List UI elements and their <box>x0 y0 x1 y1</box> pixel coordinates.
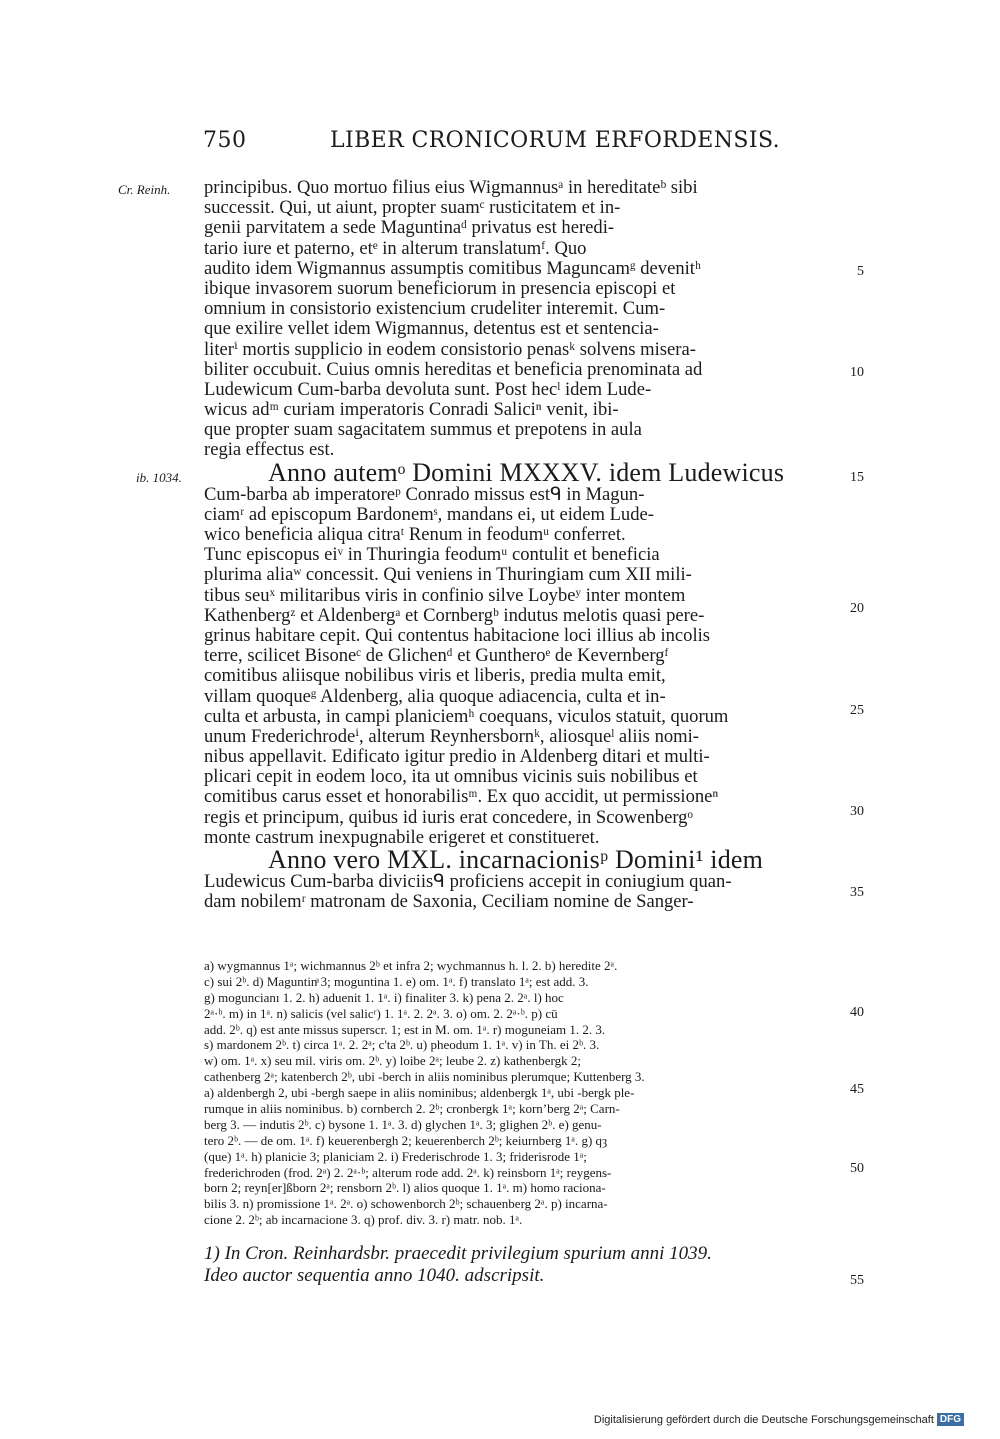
year-heading-line: Anno autemᵒ Domini MXXXV. idem Ludewicus <box>268 457 785 487</box>
text-line: Tunc episcopus eiᵛ in Thuringia feodumᵘ contulit et beneficia <box>204 544 660 566</box>
credit-text: Digitalisierung gefördert durch die Deutsche Forschungsgemeinschaft <box>593 1413 934 1426</box>
line-number: 10 <box>850 365 864 380</box>
line-number: 5 <box>857 264 864 279</box>
note-line: 1) In Cron. Reinhardsbr. praecedit privilegium spurium anni 1039. <box>204 1243 712 1264</box>
text-line: audito idem Wigmannus assumptis comitibus Maguncamᵍ devenitʰ <box>204 257 701 279</box>
text-line: plurima aliaʷ concessit. Qui veniens in Thuringiam cum XII mili- <box>204 564 692 586</box>
footnote-line: a) wygmannus 1ᵃ; wichmannus 2ᵇ et infra 2; wychmannus h. l. 2. b) heredite 2ᵃ. <box>204 958 618 973</box>
footnote-line: g) moguncianı 1. 2. h) aduenit 1. 1ᵃ. i) finaliter 3. k) pena 2. 2ᵃ. l) hoc <box>204 989 564 1005</box>
footnote-line: rumque in aliis nominibus. b) cornberch 2. 2ᵇ; cronbergk 1ᵃ; kornʼberg 2ᵃ; Carn- <box>204 1101 620 1117</box>
text-line: unum Frederichrodeⁱ, alterum Reynhersbornᵏ, aliosqueˡ aliis nomi- <box>204 725 699 747</box>
text-line: tario iure et paterno, etᵉ in alterum translatumᶠ. Quo <box>204 237 587 259</box>
running-title: LIBER CRONICORUM ERFORDENSIS. <box>330 128 781 153</box>
text-line: tibus seuˣ militaribus viris in confinio silve Loybeʸ inter montem <box>204 584 686 606</box>
line-number: 40 <box>850 1005 864 1020</box>
footnote-line: berg 3. — indutis 2ᵇ. c) bysone 1. 1ᵃ. 3. d) glychen 1ᵃ. 3; glighen 2ᵇ. e) genu- <box>204 1116 602 1132</box>
text-line: plicari cepit in eodem loco, ita ut omnibus vicinis suis nobilibus et <box>204 766 698 788</box>
apparatus-footnotes <box>204 958 848 1228</box>
main-text <box>204 178 848 912</box>
text-line: comitibus aliisque nobilibus viris et liberis, predia multa emit, <box>204 665 666 687</box>
text-line: grinus habitare cepit. Qui contentus habitacione loci illius ab incolis <box>204 624 711 646</box>
text-line: comitibus carus esset et honorabilisᵐ. Ex quo accidit, ut permissioneⁿ <box>204 786 719 808</box>
footnote-line: 2ᵃ·ᵇ. m) in 1ᵃ. n) salicis (vel salicʳ) 1. 1ᵃ. 2. 2ᵃ. 3. o) om. 2. 2ᵃ·ᵇ. p) cū <box>204 1005 558 1021</box>
text-line: regia effectus est. <box>204 439 335 461</box>
line-number: 20 <box>850 601 864 616</box>
footnote-line: add. 2ᵇ. q) est ante missus superscr. 1; est in M. om. 1ᵃ. r) moguneiam 1. 2. 3. <box>204 1021 606 1037</box>
text-line: villam quoqueᵍ Aldenberg, alia quoque adiacencia, culta et in- <box>204 685 666 707</box>
line-number: 55 <box>850 1273 864 1288</box>
text-line: Ludewicus Cum-barba diviciisᑫ proficiens accepit in coniugium quan- <box>204 871 732 892</box>
text-line: monte castrum inexpugnabile erigeret et constitueret. <box>204 826 600 848</box>
footnote-line: cathenberg 2ᵃ; katenberch 2ᵇ, ubi -berch in aliis nominibus plerumque; Kuttenberg 3. <box>204 1069 645 1085</box>
text-line: literⁱ mortis supplicio in eodem consistorio penasᵏ solvens misera- <box>204 338 696 360</box>
footnote-line: born 2; reyn[er]ßborn 2ᵃ; rensborn 2ᵇ. l) alios quoque 1. 1ᵃ. m) homo raciona- <box>204 1180 606 1196</box>
text-line: ciamʳ ad episcopum Bardonemˢ, mandans ei, ut eidem Lude- <box>204 503 654 525</box>
editorial-note <box>204 1243 864 1287</box>
text-line: ibique invasorem suorum beneficiorum in presencia episcopi et <box>204 277 676 299</box>
page-number: 750 <box>203 128 247 153</box>
footnote-line: w) om. 1ᵃ. x) seu mil. viris om. 2ᵇ. y) loibe 2ᵃ; leube 2. z) kathenbergk 2; <box>204 1053 581 1069</box>
digitization-credit <box>594 1413 964 1426</box>
footnote-line: bilis 3. n) promissione 1ᵃ. 2ᵃ. o) schowenborch 2ᵇ; schauenberg 2ᵃ. p) incarna- <box>204 1196 608 1212</box>
text-line: Kathenbergᶻ et Aldenbergᵃ et Cornbergᵇ indutus melotis quasi pere- <box>204 604 705 626</box>
footnote-line: frederichroden (frod. 2ᵃ) 2. 2ᵃ·ᵇ; alterum rode add. 2ᵃ. k) reinsborn 1ᵃ; reygens- <box>204 1164 612 1180</box>
text-line: omnium in consistorio existencium crudeliter interemit. Cum- <box>204 298 666 320</box>
text-line: successit. Qui, ut aiunt, propter suamᶜ rusticitatem et in- <box>204 197 621 219</box>
text-line: biliter occubuit. Cuius omnis hereditas et beneficia prenominata ad <box>204 358 703 380</box>
text-line: principibus. Quo mortuo filius eius Wigmannusᵃ in hereditateᵇ sibi <box>204 177 698 198</box>
footnote-line: s) mardonem 2ᵇ. t) circa 1ᵃ. 2. 2ᵃ; c'ta 2ᵇ. u) pheodum 1. 1ᵃ. v) in Th. ei 2ᵇ. 3. <box>204 1037 600 1053</box>
text-line: culta et arbusta, in campi planiciemʰ coequans, viculos statuit, quorum <box>204 705 729 727</box>
line-number: 15 <box>850 470 864 485</box>
text-line: nibus appellavit. Edificato igitur predio in Aldenberg ditari et multi- <box>204 746 710 768</box>
line-number: 30 <box>850 804 864 819</box>
text-line: que propter suam sagacitatem summus et prepotens in aula <box>204 419 642 441</box>
margin-year-note: ib. 1034. <box>136 470 182 485</box>
line-number: 25 <box>850 703 864 718</box>
dfg-logo: DFG <box>937 1413 964 1426</box>
text-line: wico beneficia aliqua citraᵗ Renum in feodumᵘ conferret. <box>204 524 626 545</box>
text-line: genii parvitatem a sede Maguntinaᵈ privatus est heredi- <box>204 217 615 239</box>
text-line: wicus adᵐ curiam imperatoris Conradi Saliciⁿ venit, ibi- <box>204 399 619 421</box>
text-line: terre, scilicet Bisoneᶜ de Glichenᵈ et Guntheroᵉ de Kevernbergᶠ <box>204 645 669 667</box>
note-line: Ideo auctor sequentia anno 1040. adscripsit. <box>204 1265 545 1286</box>
footnote-line: c) sui 2ᵇ. d) Maguntinͣ 3; moguntina 1. e) om. 1ᵃ. f) translato 1ᵃ; est add. 3. <box>204 973 589 989</box>
text-line: regis et principum, quibus id iuris erat concedere, in Scowenbergᵒ <box>204 806 693 828</box>
footnote-line: (que) 1ᵃ. h) planicie 3; planiciam 2. i) Frederischrode 1. 3; friderisrode 1ᵃ; <box>204 1148 587 1164</box>
text-line: Cum-barba ab imperatoreᵖ Conrado missus estᑫ in Magun- <box>204 483 645 505</box>
line-number: 35 <box>850 885 864 900</box>
text-line: dam nobilemʳ matronam de Saxonia, Ceciliam nomine de Sanger- <box>204 891 694 913</box>
line-number: 50 <box>850 1161 864 1176</box>
year-heading-line: Anno vero MXL. incarnacionisᵖ Domini¹ idem <box>268 845 764 874</box>
footnote-line: tero 2ᵇ. — de om. 1ᵃ. f) keuerenbergh 2; keuerenberch 2ᵇ; keiurnberg 1ᵃ. g) qȝ <box>204 1132 608 1148</box>
footnote-line: cione 2. 2ᵇ; ab incarnacione 3. q) prof. div. 3. r) matr. nob. 1ᵃ. <box>204 1212 523 1228</box>
footnote-line: a) aldenbergh 2, ubi -bergh saepe in aliis nominibus; aldenbergk 1ᵃ, ubi -bergk ple- <box>204 1085 635 1101</box>
text-line: que exilire vellet idem Wigmannus, detentus est et sentencia- <box>204 318 659 340</box>
text-line: Ludewicum Cum-barba devoluta sunt. Post hecˡ idem Lude- <box>204 378 652 400</box>
line-number: 45 <box>850 1082 864 1097</box>
margin-source-note: Cr. Reinh. <box>118 182 171 197</box>
